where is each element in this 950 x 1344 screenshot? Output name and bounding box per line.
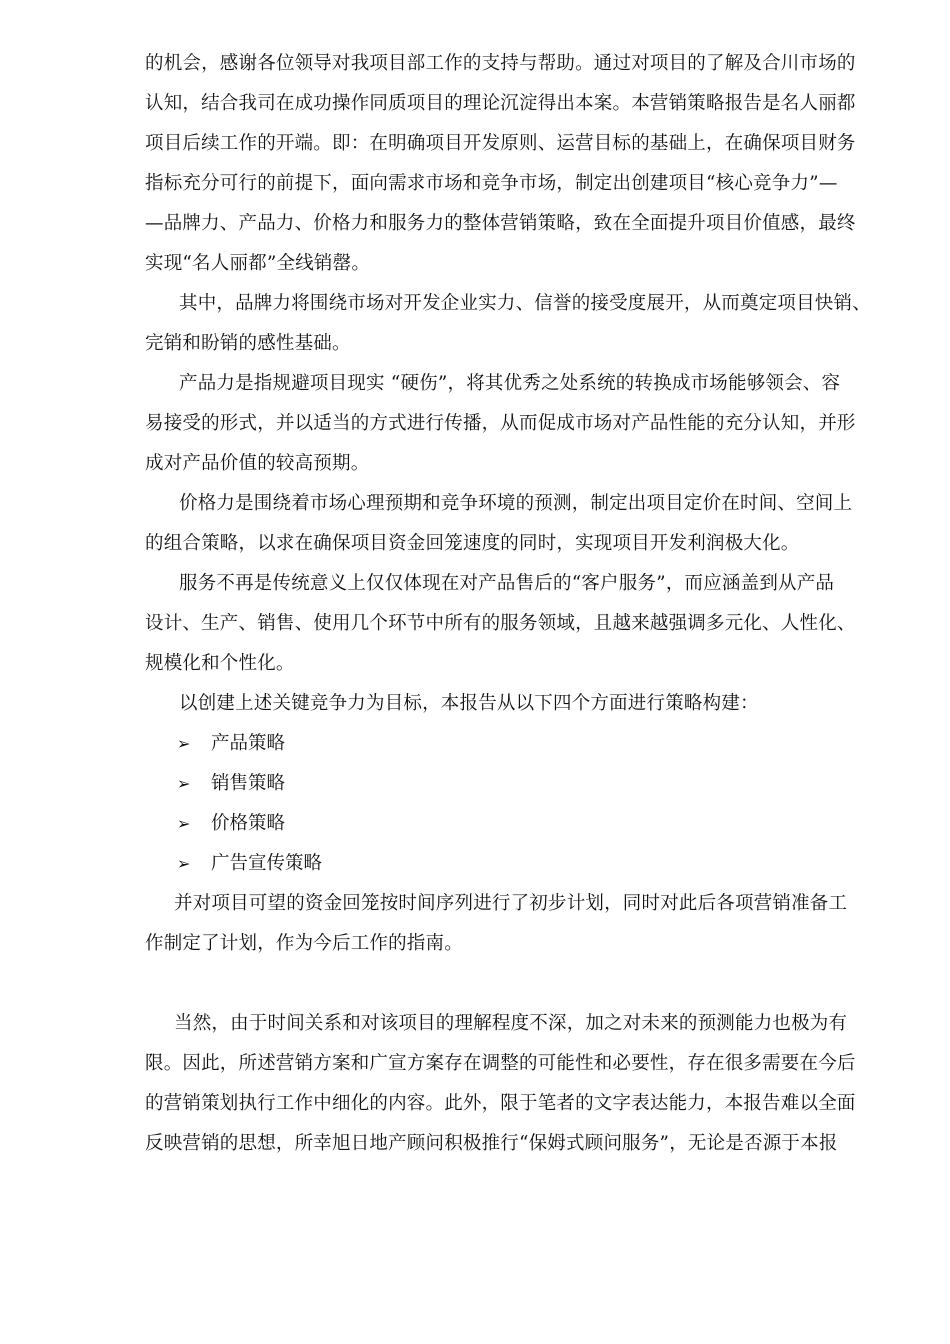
paragraph-line: 认知，结合我司在成功操作同质项目的理论沉淀得出本案。本营销策略报告是名人丽都 bbox=[145, 93, 856, 114]
paragraph-line: 价格力是围绕着市场心理预期和竞争环境的预测，制定出项目定价在时间、空间上 bbox=[179, 493, 853, 514]
bullet-arrow-icon: ➢ bbox=[177, 734, 191, 753]
paragraph-line: 指标充分可行的前提下，面向需求市场和竞争市场，制定出创建项目“核心竞争力”— bbox=[145, 173, 838, 194]
bullet-item: 价格策略 bbox=[211, 813, 286, 834]
paragraph-line: 的机会，感谢各位领导对我项目部工作的支持与帮助。通过对项目的了解及合川市场的 bbox=[145, 53, 856, 74]
paragraph-line: 易接受的形式，并以适当的方式进行传播，从而促成市场对产品性能的充分认知，并形 bbox=[145, 413, 856, 434]
bullet-item: 销售策略 bbox=[211, 773, 286, 794]
paragraph-line: 设计、生产、销售、使用几个环节中所有的服务领域，且越来越强调多元化、人性化、 bbox=[145, 613, 856, 634]
paragraph-line: 服务不再是传统意义上仅仅体现在对产品售后的“客户服务”，而应涵盖到从产品 bbox=[179, 573, 835, 594]
paragraph-line: 的营销策划执行工作中细化的内容。此外，限于笔者的文字表达能力，本报告难以全面 bbox=[145, 1093, 856, 1114]
paragraph-line: 反映营销的思想，所幸旭日地产顾问积极推行“保姆式顾问服务”，无论是否源于本报 bbox=[145, 1133, 838, 1154]
paragraph-line: 项目后续工作的开端。即：在明确项目开发原则、运营目标的基础上，在确保项目财务 bbox=[145, 133, 856, 154]
bullet-arrow-icon: ➢ bbox=[177, 814, 191, 833]
paragraph-line: 规模化和个性化。 bbox=[145, 653, 295, 674]
paragraph-line: 实现“名人丽都”全线销罄。 bbox=[145, 253, 371, 274]
paragraph-line: 并对项目可望的资金回笼按时间序列进行了初步计划，同时对此后各项营销准备工 bbox=[174, 893, 848, 914]
paragraph-line: 的组合策略，以求在确保项目资金回笼速度的同时，实现项目开发利润极大化。 bbox=[145, 533, 800, 554]
paragraph-line: 完销和盼销的感性基础。 bbox=[145, 333, 351, 354]
bullet-arrow-icon: ➢ bbox=[177, 774, 191, 793]
paragraph-line: 产品力是指规避项目现实 “硬伤”，将其优秀之处系统的转换成市场能够领会、容 bbox=[179, 373, 841, 394]
paragraph-line: 以创建上述关键竞争力为目标，本报告从以下四个方面进行策略构建： bbox=[179, 693, 759, 714]
paragraph-line: 其中，品牌力将围绕市场对开发企业实力、信誉的接受度展开，从而奠定项目快销、 bbox=[179, 293, 871, 314]
paragraph-line: 限。因此，所述营销方案和广宣方案存在调整的可能性和必要性，存在很多需要在今后 bbox=[145, 1053, 856, 1074]
bullet-item: 产品策略 bbox=[211, 733, 286, 754]
bullet-arrow-icon: ➢ bbox=[177, 854, 191, 873]
paragraph-line: 成对产品价值的较高预期。 bbox=[145, 453, 370, 474]
paragraph-line: 作制定了计划，作为今后工作的指南。 bbox=[145, 933, 463, 954]
paragraph-line: 当然，由于时间关系和对该项目的理解程度不深，加之对未来的预测能力也极为有 bbox=[174, 1013, 848, 1034]
bullet-item: 广告宣传策略 bbox=[211, 853, 323, 874]
paragraph-line: —品牌力、产品力、价格力和服务力的整体营销策略，致在全面提升项目价值感，最终 bbox=[145, 213, 856, 234]
